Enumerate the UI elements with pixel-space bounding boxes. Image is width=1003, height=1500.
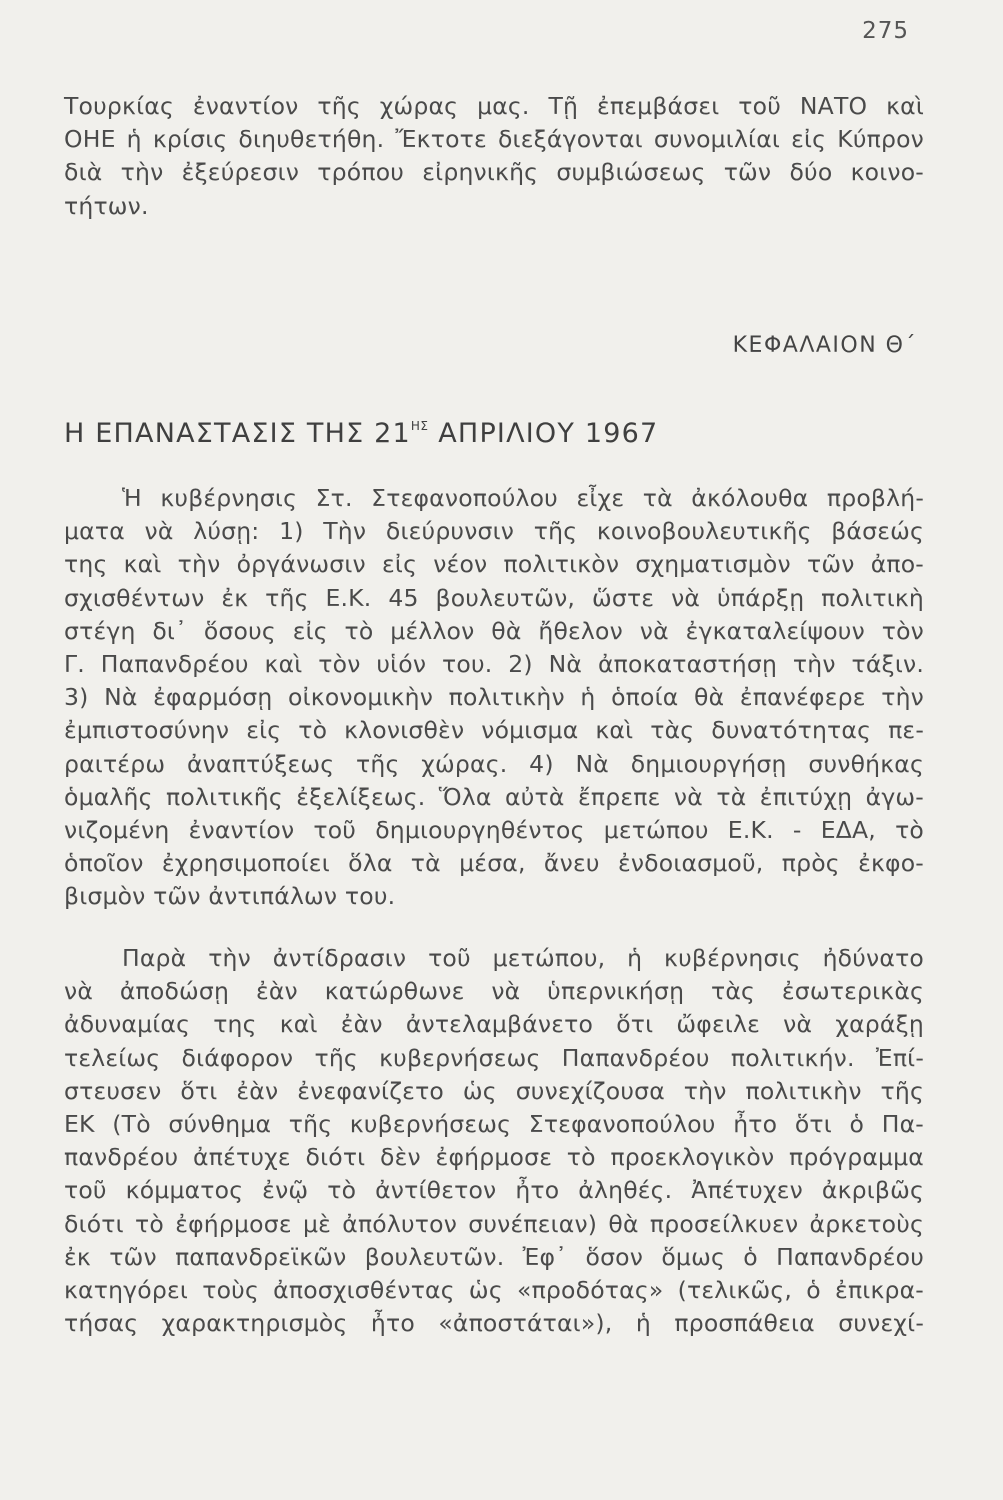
chapter-label: ΚΕΦΑΛΑΙΟΝ Θ΄ <box>732 333 917 358</box>
page-number: 275 <box>862 18 909 44</box>
text-line: διὰ τὴν ἐξεύρεσιν τρόπου εἰρηνικῆς συμβιώσεως τῶν δύο κοινο- <box>64 158 924 187</box>
text-line: ματα νὰ λύσῃ: 1) Τὴν διεύρυνσιν τῆς κοινοβουλευτικῆς βάσεώς <box>64 517 924 546</box>
text-line: Παρὰ τὴν ἀντίδρασιν τοῦ μετώπου, ἡ κυβέρνησις ἠδύνατο <box>122 944 924 972</box>
text-line: ἀδυναμίας της καὶ ἐὰν ἀντελαμβάνετο ὅτι ὤφειλε νὰ χαράξῃ <box>64 1010 924 1039</box>
text-line: σχισθέντων ἐκ τῆς Ε.Κ. 45 βουλευτῶν, ὥστε νὰ ὑπάρξῃ πολιτικὴ <box>64 583 924 612</box>
chapter-title-date: ΑΠΡΙΛΙΟΥ 1967 <box>428 418 659 449</box>
text-line: ΟΗΕ ἡ κρίσις διηυθετήθη. Ἔκτοτε διεξάγονται συνομιλίαι εἰς Κύπρον <box>64 125 924 154</box>
text-line: της καὶ τὴν ὀργάνωσιν εἰς νέον πολιτικὸν σχηματισμὸν τῶν ἀπο- <box>64 550 924 579</box>
text-line: ἐκ τῶν παπανδρεϊκῶν βουλευτῶν. Ἐφ᾽ ὅσον ὅμως ὁ Παπανδρέου <box>64 1242 924 1271</box>
text-line: διότι τὸ ἐφήρμοσε μὲ ἀπόλυτον συνέπειαν) θὰ προσείλκυεν ἀρκετοὺς <box>64 1209 924 1238</box>
text-line: Ἡ κυβέρνησις Στ. Στεφανοπούλου εἶχε τὰ ἀκόλουθα προβλή- <box>122 484 924 512</box>
text-line: βισμὸν τῶν ἀντιπάλων του. <box>64 882 396 911</box>
text-line: κατηγόρει τοὺς ἀποσχισθέντας ὡς «προδότας» (τελικῶς, ὁ ἐπικρα- <box>64 1276 924 1305</box>
text-line: 3) Νὰ ἐφαρμόσῃ οἰκονομικὴν πολιτικὴν ἡ ὁποία θὰ ἐπανέφερε τὴν <box>64 683 924 712</box>
text-line: ὁποῖον ἐχρησιμοποίει ὅλα τὰ μέσα, ἄνευ ἐνδοιασμοῦ, πρὸς ἐκφο- <box>64 849 924 878</box>
text-line: ΕΚ (Τὸ σύνθημα τῆς κυβερνήσεως Στεφανοπούλου ἦτο ὅτι ὁ Πα- <box>64 1110 924 1139</box>
text-line: ὁμαλῆς πολιτικῆς ἐξελίξεως. Ὅλα αὐτὰ ἔπρεπε νὰ τὰ ἐπιτύχῃ ἀγω- <box>64 782 924 811</box>
text-line: Τουρκίας ἐναντίον τῆς χώρας μας. Τῇ ἐπεμβάσει τοῦ ΝΑΤΟ καὶ <box>64 92 924 120</box>
text-line: στέγη δι᾽ ὅσους εἰς τὸ μέλλον θὰ ἤθελον νὰ ἐγκαταλείψουν τὸν <box>64 616 924 645</box>
paragraph-1 <box>64 482 924 914</box>
text-line: πανδρέου ἀπέτυχε διότι δὲν ἐφήρμοσε τὸ προεκλογικὸν πρόγραμμα <box>64 1143 924 1172</box>
chapter-title-superscript: ΗΣ <box>410 419 429 433</box>
chapter-title-main: Η ΕΠΑΝΑΣΤΑΣΙΣ ΤΗΣ 21 <box>64 418 411 449</box>
text-line: τήσας χαρακτηρισμὸς ἦτο «ἀποστάται»), ἡ προσπάθεια συνεχί- <box>64 1309 924 1338</box>
text-line: νὰ ἀποδώσῃ ἐὰν κατώρθωνε νὰ ὑπερνικήσῃ τὰς ἐσωτερικὰς <box>64 977 924 1006</box>
text-line: στευσεν ὅτι ἐὰν ἐνεφανίζετο ὡς συνεχίζουσα τὴν πολιτικὴν τῆς <box>64 1076 924 1105</box>
intro-paragraph <box>64 90 924 223</box>
text-line: ραιτέρω ἀναπτύξεως τῆς χώρας. 4) Νὰ δημιουργήσῃ συνθήκας <box>64 749 924 778</box>
text-line: τήτων. <box>64 191 149 220</box>
chapter-title <box>64 418 658 449</box>
text-line: τοῦ κόμματος ἐνῷ τὸ ἀντίθετον ἦτο ἀληθές. Ἀπέτυχεν ἀκριβῶς <box>64 1176 924 1205</box>
text-line: τελείως διάφορον τῆς κυβερνήσεως Παπανδρέου πολιτικήν. Ἐπί- <box>64 1043 924 1072</box>
text-line: ἐμπιστοσύνην εἰς τὸ κλονισθὲν νόμισμα καὶ τὰς δυνατότητας πε- <box>64 716 924 745</box>
paragraph-2 <box>64 942 924 1340</box>
text-line: Γ. Παπανδρέου καὶ τὸν υἱόν του. 2) Νὰ ἀποκαταστήσῃ τὴν τάξιν. <box>64 650 924 679</box>
text-line: νιζομένη ἐναντίον τοῦ δημιουργηθέντος μετώπου Ε.Κ. - ΕΔΑ, τὸ <box>64 816 924 845</box>
